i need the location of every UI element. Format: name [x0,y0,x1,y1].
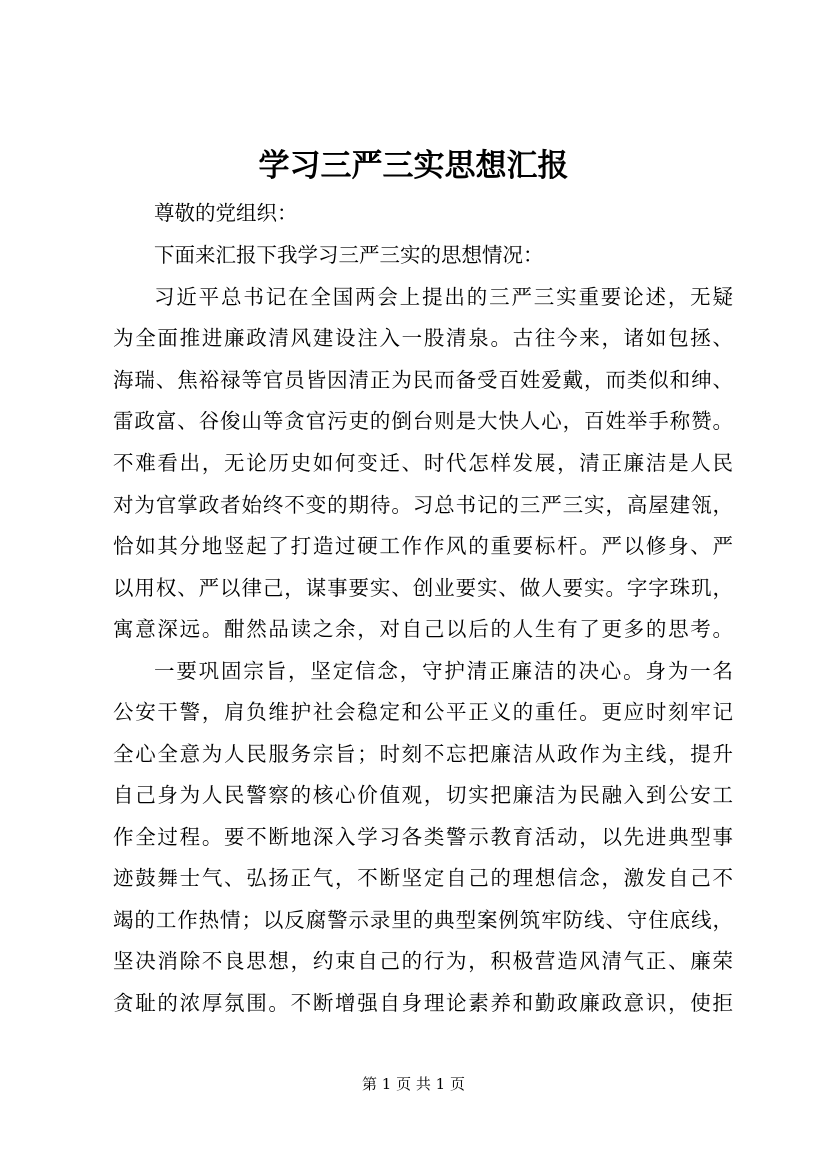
page-number-footer: 第 1 页 共 1 页 [362,1075,465,1093]
paragraph-line: 寓意深远。酣然品读之余，对自己以后的人生有了更多的思考。 [113,617,733,641]
paragraph-line: 雷政富、谷俊山等贪官污吏的倒台则是大快人心，百姓举手称赞。 [113,409,733,433]
paragraph-line: 一要巩固宗旨，坚定信念，守护清正廉洁的决心。身为一名 [154,659,733,683]
paragraph-line: 以用权、严以律己，谋事要实、创业要实、做人要实。字字珠玑， [113,576,733,600]
paragraph-line: 贪耻的浓厚氛围。不断增强自身理论素养和勤政廉政意识，使拒 [113,991,733,1015]
paragraph-line: 恰如其分地竖起了打造过硬工作作风的重要标杆。严以修身、严 [113,534,733,558]
paragraph-line: 坚决消除不良思想，约束自己的行为，积极营造风清气正、廉荣 [113,949,733,973]
paragraph-line: 迹鼓舞士气、弘扬正气，不断坚定自己的理想信念，激发自己不 [113,866,733,890]
paragraph-line: 公安干警，肩负维护社会稳定和公平正义的重任。更应时刻牢记 [113,700,733,724]
paragraph-line: 为全面推进廉政清风建设注入一股清泉。古往今来，诸如包拯、 [113,326,733,350]
paragraph-line: 作全过程。要不断地深入学习各类警示教育活动，以先进典型事 [113,825,733,849]
paragraph-line: 竭的工作热情；以反腐警示录里的典型案例筑牢防线、守住底线， [113,908,733,932]
paragraph-line: 全心全意为人民服务宗旨；时刻不忘把廉洁从政作为主线，提升 [113,742,733,766]
document-title: 学习三严三实思想汇报 [258,148,569,184]
paragraph-line: 自己身为人民警察的核心价值观，切实把廉洁为民融入到公安工 [113,783,733,807]
paragraph-line: 习近平总书记在全国两会上提出的三严三实重要论述，无疑 [154,285,733,309]
paragraph-line: 不难看出，无论历史如何变迁、时代怎样发展，清正廉洁是人民 [113,451,733,475]
intro-line: 下面来汇报下我学习三严三实的思想情况： [154,243,544,267]
paragraph-line: 对为官掌政者始终不变的期待。习总书记的三严三实，高屋建瓴， [113,493,733,517]
salutation-line: 尊敬的党组织： [154,201,298,225]
paragraph-line: 海瑞、焦裕禄等官员皆因清正为民而备受百姓爱戴，而类似和绅、 [113,368,733,392]
